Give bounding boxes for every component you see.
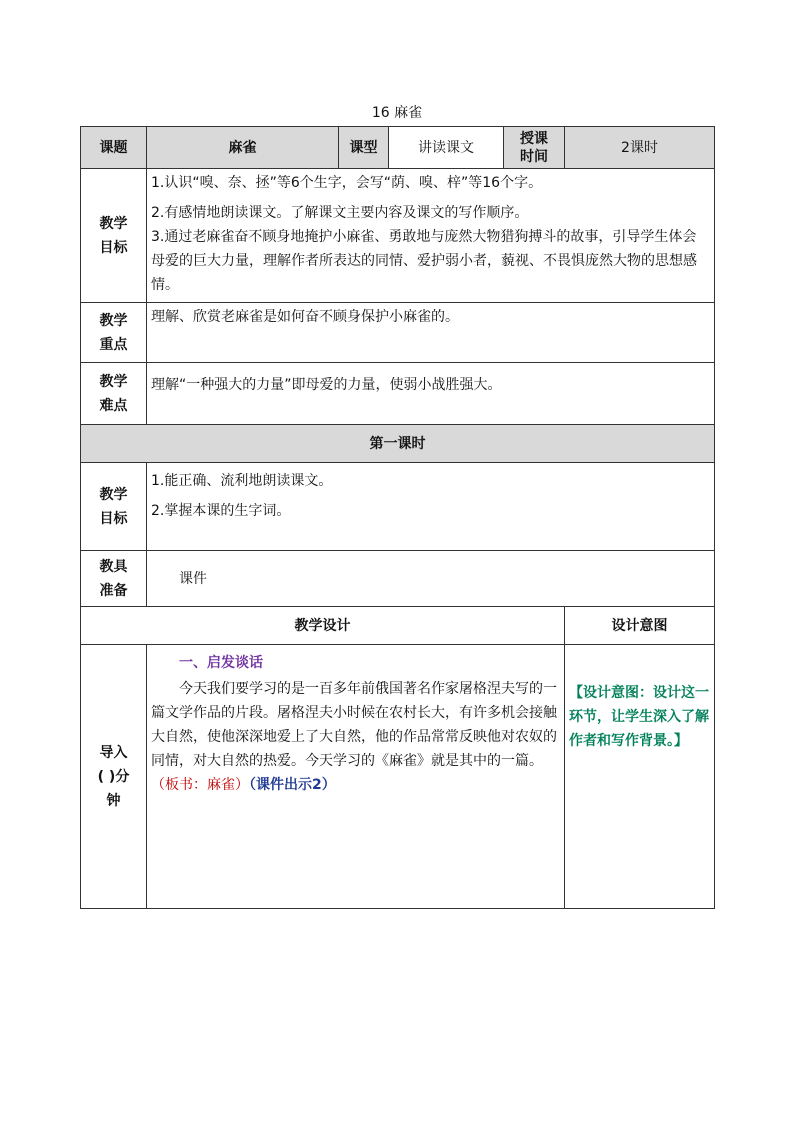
topic-value: 麻雀 (147, 127, 339, 169)
time-label-line-1: 授课 (520, 130, 548, 147)
materials-row (81, 551, 715, 607)
section-title: 第一课时 (81, 425, 715, 463)
intro-label-line-1: 导入 (99, 744, 128, 761)
goal-item-1: 1.认识“嗅、奈、拯”等6个生字，会写“荫、嗅、梓”等16个字。 (151, 175, 543, 191)
intro-heading: 一、启发谈话 (179, 655, 263, 671)
goals2-content (147, 463, 715, 551)
goals-content (147, 169, 715, 303)
goal-item-3: 3.通过老麻雀奋不顾身地掩护小麻雀、勇敢地与庞然大物猎狗搏斗的故事，引导学生体会母爱的巨大力量，理解作者所表达的同情、爱护弱小者，藐视、不畏惧庞然大物的思想感情。 (151, 229, 697, 293)
difficulties-content: 理解“一种强大的力量”即母爱的力量，使弱小战胜强大。 (147, 363, 715, 425)
materials-label (81, 551, 147, 607)
goals-label-line-1: 教学 (99, 215, 128, 232)
goals2-label-line-1: 教学 (99, 486, 128, 503)
difficulties-label (81, 363, 147, 425)
goals2-label-line-2: 目标 (99, 510, 128, 527)
section-row (81, 425, 715, 463)
goals-row (81, 169, 715, 303)
time-value: 2课时 (565, 127, 715, 169)
intro-label (81, 645, 147, 909)
goal2-item-1: 1.能正确、流利地朗读课文。 (151, 473, 333, 489)
difficulties-label-line-2: 难点 (99, 397, 128, 414)
difficulties-label-line-1: 教学 (99, 373, 128, 390)
key-points-label-line-2: 重点 (99, 336, 128, 353)
materials-label-line-1: 教具 (99, 558, 128, 575)
goals-label-line-2: 目标 (99, 239, 128, 256)
difficulties-row (81, 363, 715, 425)
goals-label (81, 169, 147, 303)
goal-item-2: 2.有感情地朗读课文。了解课文主要内容及课文的写作顺序。 (151, 205, 529, 221)
key-points-content: 理解、欣赏老麻雀是如何奋不顾身保护小麻雀的。 (147, 303, 715, 363)
intro-label-line-3: 钟 (106, 792, 121, 809)
intro-label-line-2: ( )分 (97, 768, 130, 785)
intro-body (151, 677, 560, 797)
design-header-row (81, 607, 715, 645)
lesson-plan-table (80, 126, 715, 909)
intro-body-text: 今天我们要学习的是一百多年前俄国著名作家屠格涅夫写的一篇文学作品的片段。屠格涅夫小时候在农村长大，有许多机会接触大自然，使他深深地爱上了大自然，他的作品常常反映他对农奴的同情，对大自然的热爱。今天学习的《麻雀》就是其中的一篇。 (151, 681, 557, 769)
time-label-line-2: 时间 (520, 148, 548, 165)
document-title: 16 麻雀 (371, 105, 423, 121)
key-points-label-line-1: 教学 (99, 312, 128, 329)
materials-content: 课件 (147, 551, 715, 607)
header-row (81, 127, 715, 169)
goals2-label (81, 463, 147, 551)
materials-label-line-2: 准备 (99, 582, 128, 599)
intro-row (81, 645, 715, 909)
intro-content (147, 645, 565, 909)
intro-intent (565, 645, 715, 909)
board-note: （板书：麻雀） (151, 777, 249, 793)
key-points-label (81, 303, 147, 363)
intro-intent-text: 【设计意图：设计这一环节，让学生深入了解作者和写作背景。】 (569, 685, 709, 749)
topic-label: 课题 (81, 127, 147, 169)
design-header-right: 设计意图 (565, 607, 715, 645)
goals2-row (81, 463, 715, 551)
time-label (504, 127, 565, 169)
goal2-item-2: 2.掌握本课的生字词。 (151, 503, 291, 519)
type-value: 讲读课文 (389, 127, 504, 169)
courseware-note: （课件出示2） (249, 777, 336, 793)
key-points-row (81, 303, 715, 363)
design-header-left: 教学设计 (81, 607, 565, 645)
type-label: 课型 (339, 127, 389, 169)
